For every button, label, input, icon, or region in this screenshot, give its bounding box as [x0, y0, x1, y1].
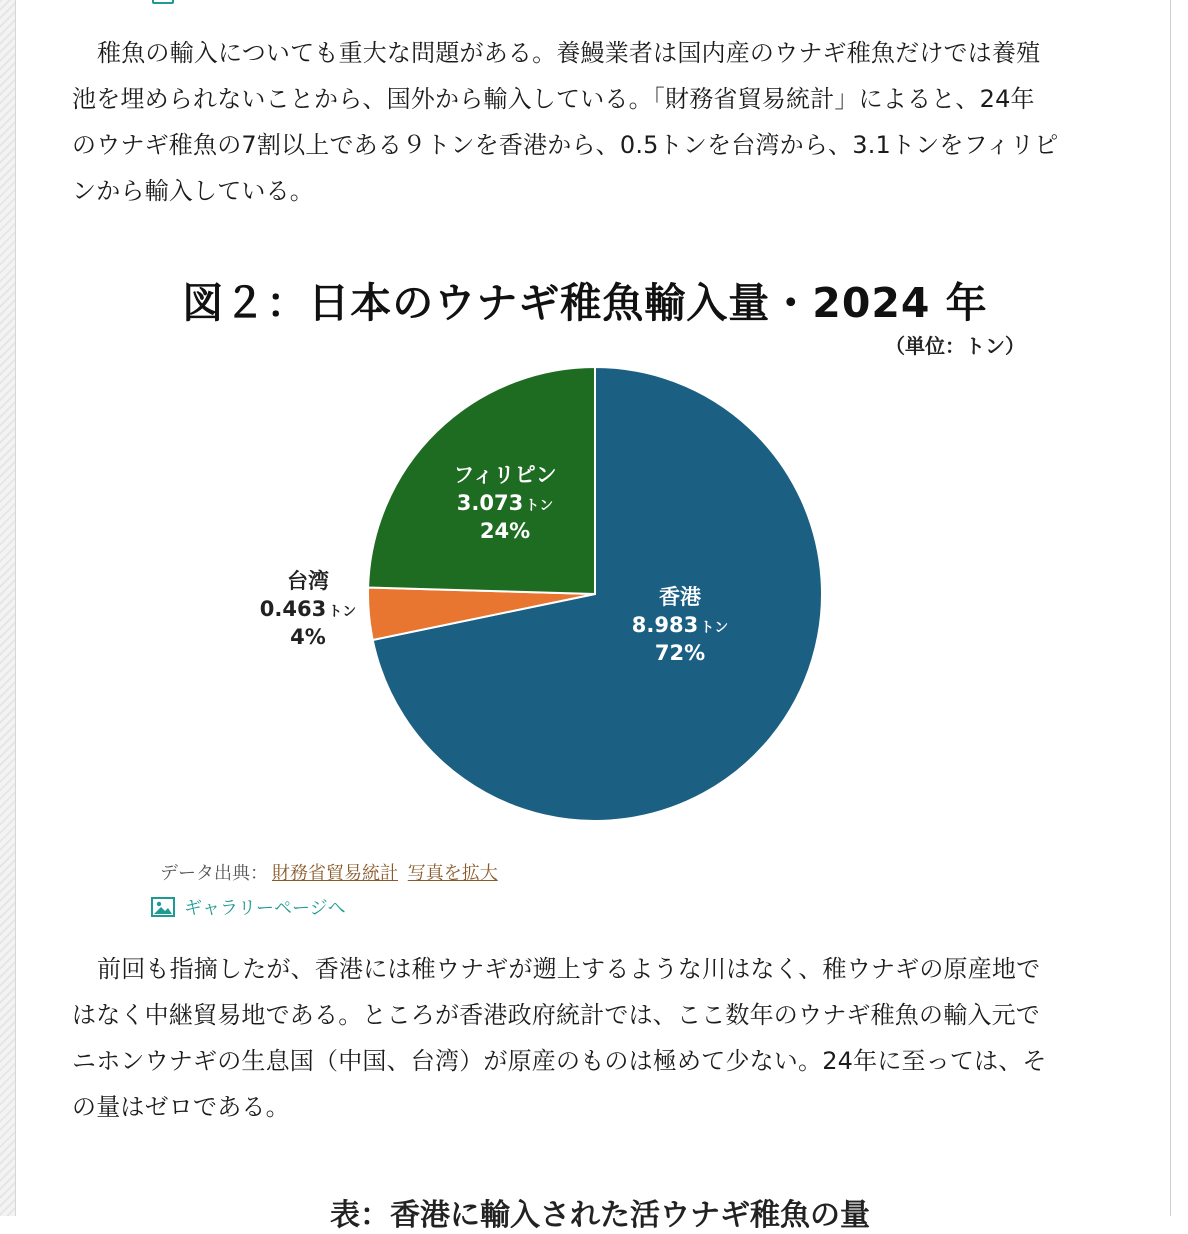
- source-link[interactable]: 財務省貿易統計: [272, 863, 398, 884]
- article-paragraph-2: 前回も指摘したが、香港には稚ウナギが遡上するような川はなく、稚ウナギの原産地で はなく中継貿易地である。ところが香港政府統計では、ここ数年のウナギ稚魚の輸入元で ニホンウナギの生息国（中国、台湾）が原産のものは極めて少ない。24年に至っては、そ の量はゼロである。: [72, 955, 1047, 1121]
- chart-unit-note: （単位：トン）: [885, 334, 1025, 358]
- slice-unit-label: トン: [328, 604, 357, 620]
- slice-unit-label: トン: [525, 498, 554, 514]
- slice-value-label: 8.983 トン: [631, 613, 729, 637]
- slice-percent-label: 4%: [290, 625, 326, 649]
- gallery-link-label[interactable]: ギャラリーページへ: [184, 898, 346, 919]
- chart-title: 図２：日本のウナギ稚魚輸入量・2024 年: [182, 279, 988, 327]
- left-page-rail: [0, 0, 16, 1216]
- next-section-heading: 表：香港に輸入された活ウナギ稚魚の量: [330, 1198, 870, 1233]
- gallery-icon-top[interactable]: [152, 0, 174, 4]
- enlarge-photo-link[interactable]: 写真を拡大: [407, 863, 498, 884]
- slice-percent-label: 72%: [654, 641, 706, 665]
- article-paragraph-1: 稚魚の輸入についても重大な問題がある。養鰻業者は国内産のウナギ稚魚だけでは養殖 池を埋められないことから、国外から輸入している。「財務省貿易統計」によると、24年 のウナギ稚魚の7割以上である９トンを香港から、0.5トンを台湾から、3.1トンをフィリピ ンから輸入している。: [72, 39, 1059, 205]
- slice-value-label: 0.463 トン: [259, 597, 357, 621]
- image-gallery-icon: [150, 896, 176, 918]
- slice-percent-label: 24%: [479, 519, 531, 543]
- slice-unit-label: トン: [700, 620, 729, 636]
- source-label: データ出典：: [160, 863, 268, 884]
- slice-value-label: 3.073 トン: [456, 491, 554, 515]
- figure-source: [160, 859, 498, 885]
- slice-label: フィリピン: [453, 463, 557, 487]
- pie-chart[interactable]: [250, 360, 950, 840]
- slice-label: 香港: [659, 585, 701, 609]
- slice-label: 台湾: [287, 569, 329, 593]
- slice-label-group: [260, 569, 356, 649]
- gallery-link[interactable]: [150, 894, 346, 920]
- right-page-rail: [1170, 0, 1188, 1216]
